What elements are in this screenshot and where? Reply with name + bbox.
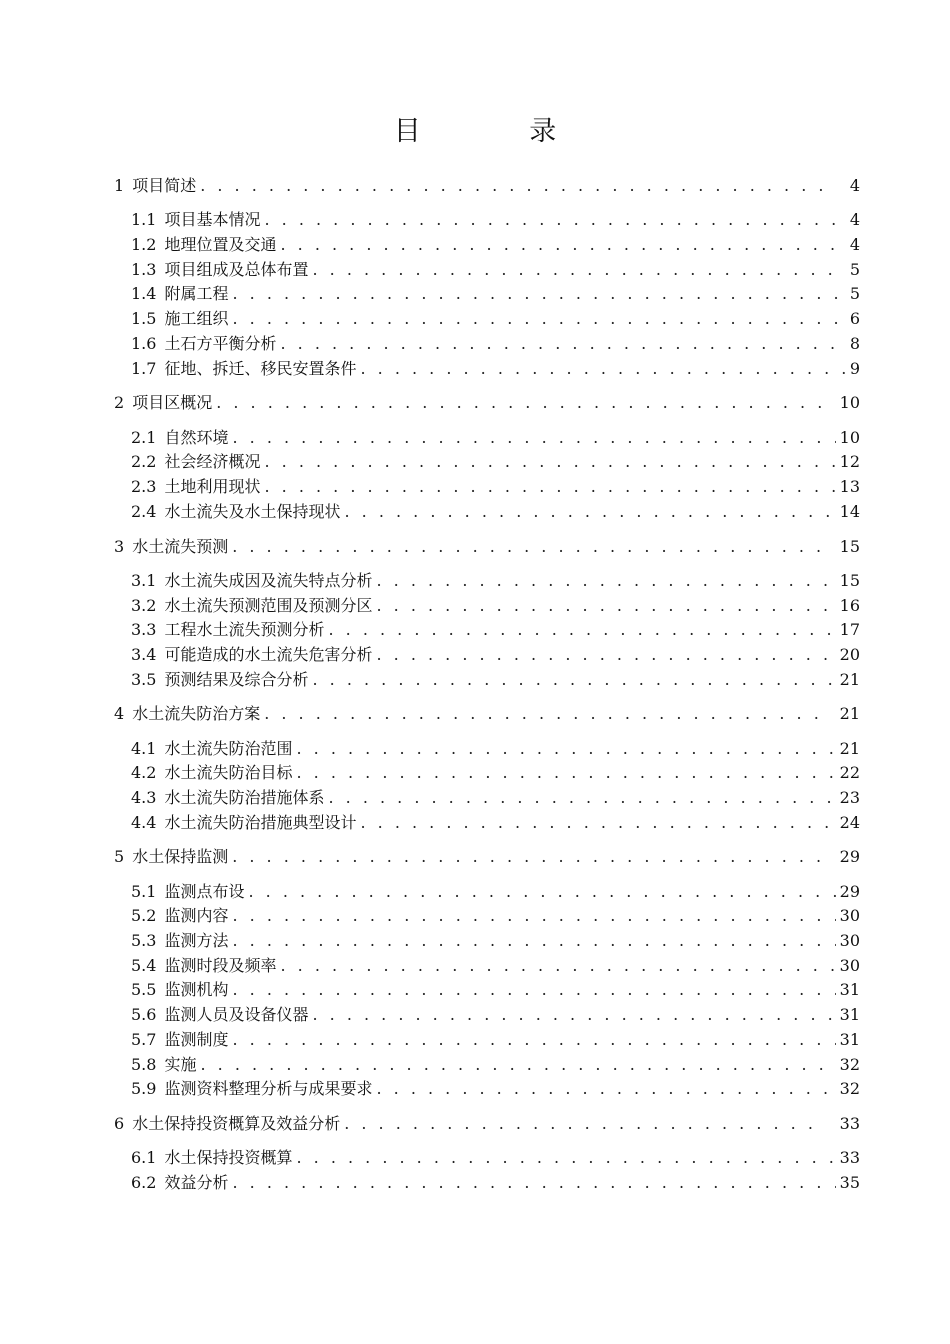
toc-leader-dots [344, 500, 835, 524]
toc-heading: 水土流失成因及流失特点分析 [164, 571, 373, 590]
toc-number: 4 [114, 704, 125, 723]
toc-leader-dots [376, 643, 835, 667]
toc-page-number: 8 [849, 334, 860, 353]
toc-leader-dots [264, 450, 835, 474]
toc-heading: 征地、拆迁、移民安置条件 [164, 359, 357, 378]
toc-page-number: 16 [839, 596, 860, 615]
toc-leader-dots [360, 811, 835, 835]
toc-heading: 项目简述 [132, 176, 197, 195]
toc-page-number: 20 [839, 645, 860, 664]
toc-number: 2.4 [131, 502, 157, 521]
toc-heading: 项目组成及总体布置 [164, 260, 309, 279]
toc-leader-dots [312, 258, 845, 282]
toc-number: 5.8 [131, 1055, 157, 1074]
toc-leader-dots [312, 1003, 835, 1027]
toc-leader-dots [328, 786, 835, 810]
toc-number: 1.6 [131, 334, 157, 353]
toc-chapter[interactable] [114, 535, 860, 559]
toc-number: 3 [114, 537, 125, 556]
toc-heading: 水土流失及水土保持现状 [164, 502, 341, 521]
toc-leader-dots [200, 174, 836, 198]
toc-heading: 水土流失防治方案 [132, 704, 261, 723]
toc-number: 1.4 [131, 284, 157, 303]
toc-heading: 可能造成的水土流失危害分析 [164, 645, 373, 664]
toc-page-number: 5 [849, 284, 860, 303]
toc-section[interactable] [131, 880, 860, 904]
toc-section[interactable] [131, 1171, 860, 1195]
toc-number: 5.1 [131, 882, 157, 901]
toc-section[interactable] [131, 811, 860, 835]
toc-section[interactable] [131, 786, 860, 810]
toc-heading: 监测内容 [164, 906, 229, 925]
toc-page-number: 21 [839, 670, 860, 689]
toc-section[interactable] [131, 450, 860, 474]
toc-number: 5.7 [131, 1030, 157, 1049]
toc-heading: 项目区概况 [132, 393, 213, 412]
toc-page-number: 35 [839, 1173, 860, 1192]
toc-heading: 监测人员及设备仪器 [164, 1005, 309, 1024]
toc-page-number: 31 [839, 1030, 860, 1049]
toc-heading: 预测结果及综合分析 [164, 670, 309, 689]
toc-section[interactable] [131, 643, 860, 667]
toc-number: 5 [114, 847, 125, 866]
toc-page-number: 15 [839, 537, 860, 556]
toc-leader-dots [296, 761, 835, 785]
toc-heading: 水土保持投资概算及效益分析 [132, 1114, 341, 1133]
toc-number: 1.5 [131, 309, 157, 328]
toc-page-number: 33 [839, 1114, 860, 1133]
toc-heading: 监测方法 [164, 931, 229, 950]
toc-heading: 监测制度 [164, 1030, 229, 1049]
toc-number: 4.1 [131, 739, 157, 758]
toc-section[interactable] [131, 475, 860, 499]
toc-page-number: 21 [839, 704, 860, 723]
toc-heading: 附属工程 [164, 284, 229, 303]
toc-heading: 水土保持投资概算 [164, 1148, 293, 1167]
toc-leader-dots [264, 702, 825, 726]
toc-heading: 施工组织 [164, 309, 229, 328]
toc-section[interactable] [131, 426, 860, 450]
toc-number: 4.2 [131, 763, 157, 782]
toc-page-number: 21 [839, 739, 860, 758]
toc-page-number: 13 [839, 477, 860, 496]
toc-page-number: 32 [839, 1079, 860, 1098]
toc-page-number: 17 [839, 620, 860, 639]
toc-section[interactable] [131, 500, 860, 524]
toc-section[interactable] [131, 1077, 860, 1101]
toc-page-number: 4 [849, 210, 860, 229]
toc-leader-dots [232, 282, 845, 306]
toc-section[interactable] [131, 904, 860, 928]
toc-number: 3.4 [131, 645, 157, 664]
toc-section[interactable] [131, 668, 860, 692]
toc-number: 3.1 [131, 571, 157, 590]
toc-heading: 监测机构 [164, 980, 229, 999]
toc-section[interactable] [131, 1053, 860, 1077]
toc-page-number: 33 [839, 1148, 860, 1167]
toc-section[interactable] [131, 208, 860, 232]
toc-leader-dots [232, 845, 825, 869]
toc-section[interactable] [131, 929, 860, 953]
toc-page-number: 10 [839, 428, 860, 447]
toc-section[interactable] [131, 258, 860, 282]
toc-leader-dots [200, 1053, 835, 1077]
toc-section[interactable] [131, 954, 860, 978]
toc-page-number: 4 [849, 176, 860, 195]
toc-page-number: 29 [839, 847, 860, 866]
toc-leader-dots [296, 737, 835, 761]
toc-page-number: 15 [839, 571, 860, 590]
toc-heading: 水土流失防治措施典型设计 [164, 813, 357, 832]
toc-heading: 水土流失预测 [132, 537, 229, 556]
toc-leader-dots [296, 1146, 835, 1170]
toc-leader-dots [312, 668, 835, 692]
toc-number: 6.2 [131, 1173, 157, 1192]
toc-page-number: 9 [849, 359, 860, 378]
toc-heading: 工程水土流失预测分析 [164, 620, 325, 639]
toc-leader-dots [248, 880, 835, 904]
toc-number: 4.3 [131, 788, 157, 807]
toc-leader-dots [232, 535, 825, 559]
toc-leader-dots [264, 475, 835, 499]
toc-number: 1.1 [131, 210, 157, 229]
page-title: 目 录 [393, 116, 607, 147]
toc-number: 4.4 [131, 813, 157, 832]
toc-section[interactable] [131, 594, 860, 618]
toc-chapter[interactable] [114, 702, 860, 726]
toc-number: 5.6 [131, 1005, 157, 1024]
toc-leader-dots [376, 594, 835, 618]
toc-number: 2.1 [131, 428, 157, 447]
toc-number: 3.5 [131, 670, 157, 689]
toc-heading: 实施 [164, 1055, 197, 1074]
toc-page-number: 30 [839, 906, 860, 925]
toc-number: 1.3 [131, 260, 157, 279]
toc-section[interactable] [131, 357, 860, 381]
toc-page-number: 23 [839, 788, 860, 807]
toc-leader-dots [376, 569, 835, 593]
toc-heading: 水土流失防治范围 [164, 739, 293, 758]
toc-section[interactable] [131, 233, 860, 257]
toc-chapter[interactable] [114, 174, 860, 198]
toc-leader-dots [360, 357, 845, 381]
toc-number: 5.3 [131, 931, 157, 950]
toc-section[interactable] [131, 307, 860, 331]
toc-page-number: 30 [839, 956, 860, 975]
toc-leader-dots [232, 978, 835, 1002]
toc-heading: 效益分析 [164, 1173, 229, 1192]
toc-number: 2 [114, 393, 125, 412]
toc-page-number: 10 [839, 393, 860, 412]
toc-leader-dots [232, 307, 845, 331]
toc-leader-dots [232, 1028, 835, 1052]
toc-number: 1.7 [131, 359, 157, 378]
toc-heading: 监测资料整理分析与成果要求 [164, 1079, 373, 1098]
toc-section[interactable] [131, 569, 860, 593]
toc-section[interactable] [131, 282, 860, 306]
toc-leader-dots [344, 1112, 825, 1136]
toc-leader-dots [280, 954, 835, 978]
toc-leader-dots [376, 1077, 835, 1101]
toc-number: 6.1 [131, 1148, 157, 1167]
toc-number: 2.3 [131, 477, 157, 496]
toc-leader-dots [280, 332, 845, 356]
toc-leader-dots [216, 391, 825, 415]
toc-chapter[interactable] [114, 845, 860, 869]
toc-page-number: 22 [839, 763, 860, 782]
toc-number: 1 [114, 176, 125, 195]
toc-heading: 社会经济概况 [164, 452, 261, 471]
toc-heading: 水土保持监测 [132, 847, 229, 866]
toc-heading: 自然环境 [164, 428, 229, 447]
toc-heading: 地理位置及交通 [164, 235, 277, 254]
toc-section[interactable] [131, 737, 860, 761]
toc-number: 3.2 [131, 596, 157, 615]
toc-section[interactable] [131, 332, 860, 356]
toc-page-number: 24 [839, 813, 860, 832]
toc-page-number: 14 [839, 502, 860, 521]
toc-heading: 监测时段及频率 [164, 956, 277, 975]
toc-chapter[interactable] [114, 1112, 860, 1136]
toc-chapter[interactable] [114, 391, 860, 415]
toc-number: 2.2 [131, 452, 157, 471]
toc-heading: 水土流失防治目标 [164, 763, 293, 782]
toc-section[interactable] [131, 978, 860, 1002]
toc-heading: 土地利用现状 [164, 477, 261, 496]
toc-heading: 监测点布设 [164, 882, 245, 901]
toc-leader-dots [328, 618, 835, 642]
toc-leader-dots [232, 929, 835, 953]
toc-number: 5.2 [131, 906, 157, 925]
toc-number: 1.2 [131, 235, 157, 254]
toc-heading: 水土流失防治措施体系 [164, 788, 325, 807]
toc-heading: 项目基本情况 [164, 210, 261, 229]
toc-leader-dots [232, 1171, 835, 1195]
toc-page-number: 29 [839, 882, 860, 901]
toc-number: 5.9 [131, 1079, 157, 1098]
toc-leader-dots [280, 233, 845, 257]
toc-number: 5.4 [131, 956, 157, 975]
toc-page-number: 4 [849, 235, 860, 254]
toc-page-number: 5 [849, 260, 860, 279]
toc-page-number: 6 [849, 309, 860, 328]
toc-heading: 水土流失预测范围及预测分区 [164, 596, 373, 615]
toc-section[interactable] [131, 1146, 860, 1170]
toc-leader-dots [232, 904, 835, 928]
toc-section[interactable] [131, 761, 860, 785]
toc-page-number: 30 [839, 931, 860, 950]
toc-section[interactable] [131, 1028, 860, 1052]
toc-page-number: 31 [839, 980, 860, 999]
toc-heading: 土石方平衡分析 [164, 334, 277, 353]
toc-section[interactable] [131, 618, 860, 642]
toc-page-number: 31 [839, 1005, 860, 1024]
toc-leader-dots [232, 426, 835, 450]
toc-number: 5.5 [131, 980, 157, 999]
toc-section[interactable] [131, 1003, 860, 1027]
toc-page-number: 32 [839, 1055, 860, 1074]
toc-page-number: 12 [839, 452, 860, 471]
toc-number: 3.3 [131, 620, 157, 639]
toc-leader-dots [264, 208, 845, 232]
toc-number: 6 [114, 1114, 125, 1133]
